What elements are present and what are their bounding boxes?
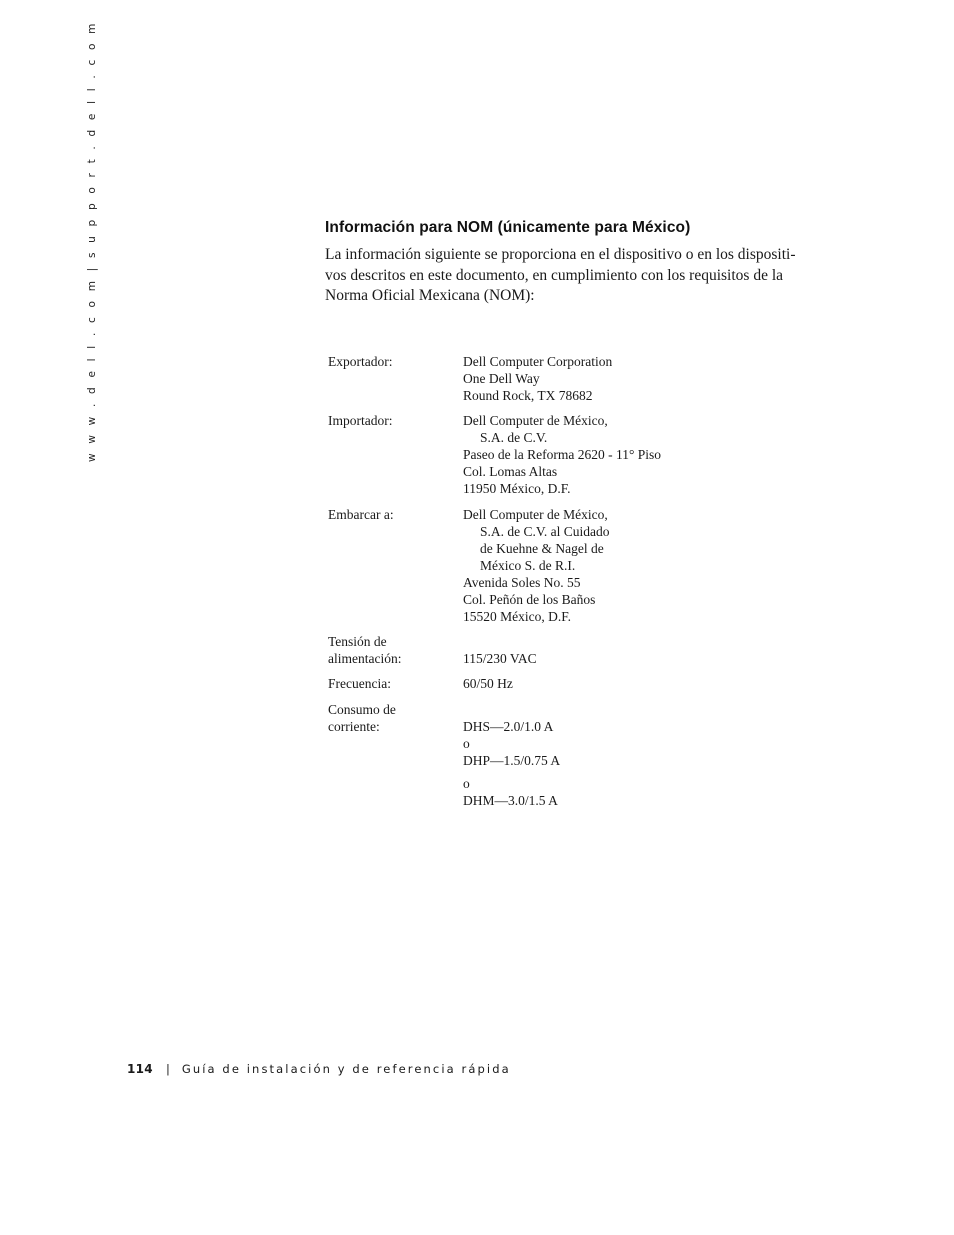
value-line: One Dell Way xyxy=(463,371,540,386)
page-footer xyxy=(127,1062,511,1076)
row-label: Embarcar a: xyxy=(328,507,394,522)
value-line: Dell Computer Corporation xyxy=(463,354,613,369)
row-value xyxy=(463,353,612,404)
row-value xyxy=(463,718,560,809)
label-line: alimentación: xyxy=(328,651,402,666)
value-line: 11950 México, D.F. xyxy=(463,481,571,496)
row-value xyxy=(463,412,661,497)
value-line: de Kuehne & Nagel de xyxy=(480,541,604,556)
value-line: Avenida Soles No. 55 xyxy=(463,575,581,590)
value-line: 15520 México, D.F. xyxy=(463,609,572,624)
side-url-text: w w w . d e l l . c o m | s u p p o r t . d e l l . c o m xyxy=(86,20,98,462)
row-label: Exportador: xyxy=(328,354,393,369)
intro-line: La información siguiente se proporciona en el dispositivo o en los dispositi- xyxy=(325,246,796,263)
value-line: Dell Computer de México, xyxy=(463,507,608,522)
row-value: 60/50 Hz xyxy=(463,676,513,691)
intro-line: Norma Oficial Mexicana (NOM): xyxy=(325,287,535,304)
footer-title: Guía de instalación y de referencia rápida xyxy=(181,1062,511,1076)
footer-separator: | xyxy=(165,1062,170,1076)
value-line: Round Rock, TX 78682 xyxy=(463,388,593,403)
row-label xyxy=(328,633,401,667)
row-value: 115/230 VAC xyxy=(463,651,537,666)
intro-line: vos descritos en este documento, en cumplimiento con los requisitos de la xyxy=(325,266,784,284)
value-line: o xyxy=(463,776,470,791)
value-line: Col. Peñón de los Baños xyxy=(463,592,596,607)
section-heading: Información para NOM (únicamente para México) xyxy=(325,219,691,236)
label-line: Tensión de xyxy=(328,634,387,649)
row-label: Importador: xyxy=(328,413,393,428)
label-line: corriente: xyxy=(328,719,380,734)
value-line: DHP—1.5/0.75 A xyxy=(463,753,561,768)
value-line: Paseo de la Reforma 2620 - 11° Piso xyxy=(463,447,661,462)
intro-paragraph xyxy=(325,245,825,307)
row-value xyxy=(463,506,610,625)
row-label xyxy=(328,701,396,735)
value-line: o xyxy=(463,736,470,751)
value-line: S.A. de C.V. al Cuidado xyxy=(480,524,610,539)
value-line: Dell Computer de México, xyxy=(463,413,608,428)
value-line: Col. Lomas Altas xyxy=(463,464,558,479)
label-line: Consumo de xyxy=(328,702,396,717)
value-line: DHM—3.0/1.5 A xyxy=(463,793,558,808)
value-line: México S. de R.I. xyxy=(480,558,576,573)
row-label: Frecuencia: xyxy=(328,676,391,691)
value-line: DHS—2.0/1.0 A xyxy=(463,719,554,734)
value-line: S.A. de C.V. xyxy=(480,430,548,445)
page-number: 114 xyxy=(127,1062,153,1076)
